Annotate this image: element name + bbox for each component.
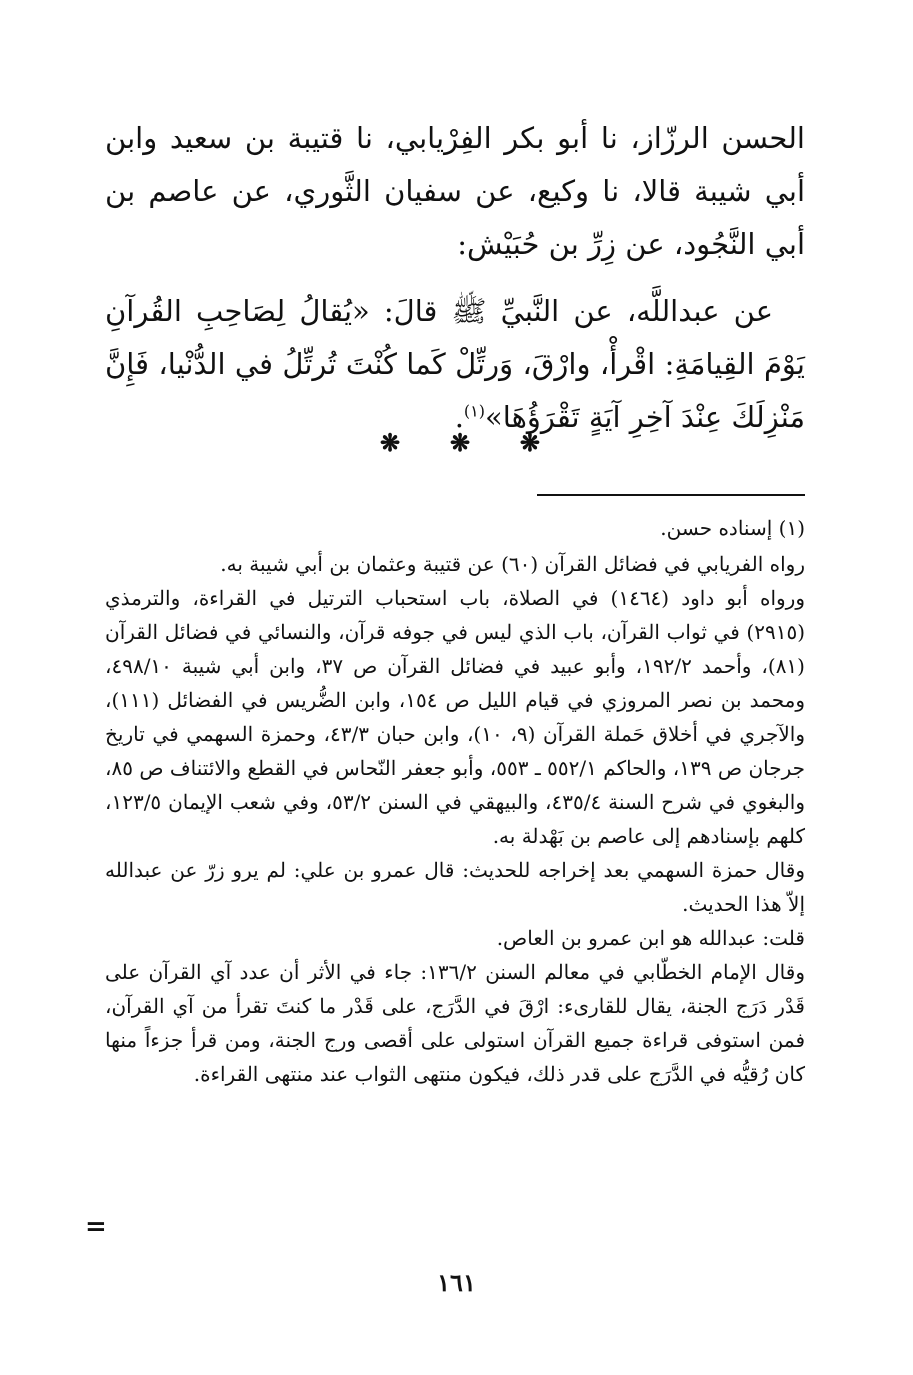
footnote-rule [537,494,805,496]
hadith-paragraph [105,285,805,444]
section-separator [380,428,540,457]
hadith-text: عن عبداللَّه، عن النَّبيِّ ﷺ قالَ: «يُقالُ لِصَاحِبِ القُرآنِ يَوْمَ القِيامَةِ: اقْرأْ، وارْقَ، وَرتِّلْ كَما كُنْتَ تُرتِّلُ في الدُّنْيا، فَإِنَّ مَنْزِلَكَ عِنْدَ آخِرِ آيَةٍ تَقْرَؤُهَا» [105,294,805,434]
separator-star: ❋ [519,428,540,457]
main-text [105,112,805,444]
footnote-marker: (١) [463,401,485,421]
continuation-mark: = [85,1212,107,1242]
footnote-paragraph: وقال حمزة السهمي بعد إخراجه للحديث: قال عمرو بن علي: لم يرو زرّ عن عبدالله إلاّ هذا الحديث. [105,858,805,916]
page-number: ١٦١ [437,1268,476,1297]
footnote-paragraph: قلت: عبدالله هو ابن عمرو بن العاص. [496,926,805,950]
isnad-paragraph: الحسن الرزّاز، نا أبو بكر الفِرْيابي، نا قتيبة بن سعيد وابن أبي شيبة قالا، نا وكيع، عن سفيان الثَّوري، عن عاصم بن أبي النَّجُود، عن زِرِّ بن حُبَيْش: [105,121,805,261]
separator-star: ❋ [380,428,401,457]
hadith-end-period: . [454,400,464,434]
footnote-heading: (١) إسناده حسن. [660,516,805,540]
footnote-paragraph: ورواه أبو داود (١٤٦٤) في الصلاة، باب استحباب الترتيل في القراءة، والترمذي (٢٩١٥) في ثواب القرآن، باب الذي ليس في جوفه قرآن، والنسائي في فضائل القرآن (٨١)، وأحمد ١٩٢/٢، وأبو عبيد في فضائل القرآن ص ٣٧، وابن أبي شيبة ٤٩٨/١٠، ومحمد بن نصر المروزي في قيام الليل ص ١٥٤، وابن الضُّريس في الفضائل (١١١)، والآجري في أخلاق حَملة القرآن (٩، ١٠)، وابن حبان ٤٣/٣، وحمزة السهمي في تاريخ جرجان ص ١٣٩، والحاكم ٥٥٢/١ ـ ٥٥٣، وأبو جعفر النّحاس في القطع والائتناف ص ٨٥، والبغوي في شرح السنة ٤٣٥/٤، والبيهقي في السنن ٥٣/٢، وفي شعب الإيمان ١٢٣/٥، كلهم بإسنادهم إلى عاصم بن بَهْدلة به. [105,586,806,848]
footnotes [105,511,805,1091]
separator-star: ❋ [449,428,471,457]
footnote-paragraph: رواه الفريابي في فضائل القرآن (٦٠) عن قتيبة وعثمان بن أبي شيبة به. [220,552,805,576]
footnote-paragraph: وقال الإمام الخطّابي في معالم السنن ١٣٦/٢: جاء في الأثر أن عدد آي القرآن على قَدْر دَرَج الجنة، يقال للقارىء: ارْقَ في الدَّرَج، على قَدْر ما كنتَ تقرأ من آي القرآن، فمن استوفى قراءة جميع القرآن استولى على أقصى ورج الجنة، ومن قرأ جزءاً منها كان رُقيُّه في الدَّرَج على قدر ذلك، فيكون منتهى الثواب عند منتهى القراءة. [105,960,806,1086]
